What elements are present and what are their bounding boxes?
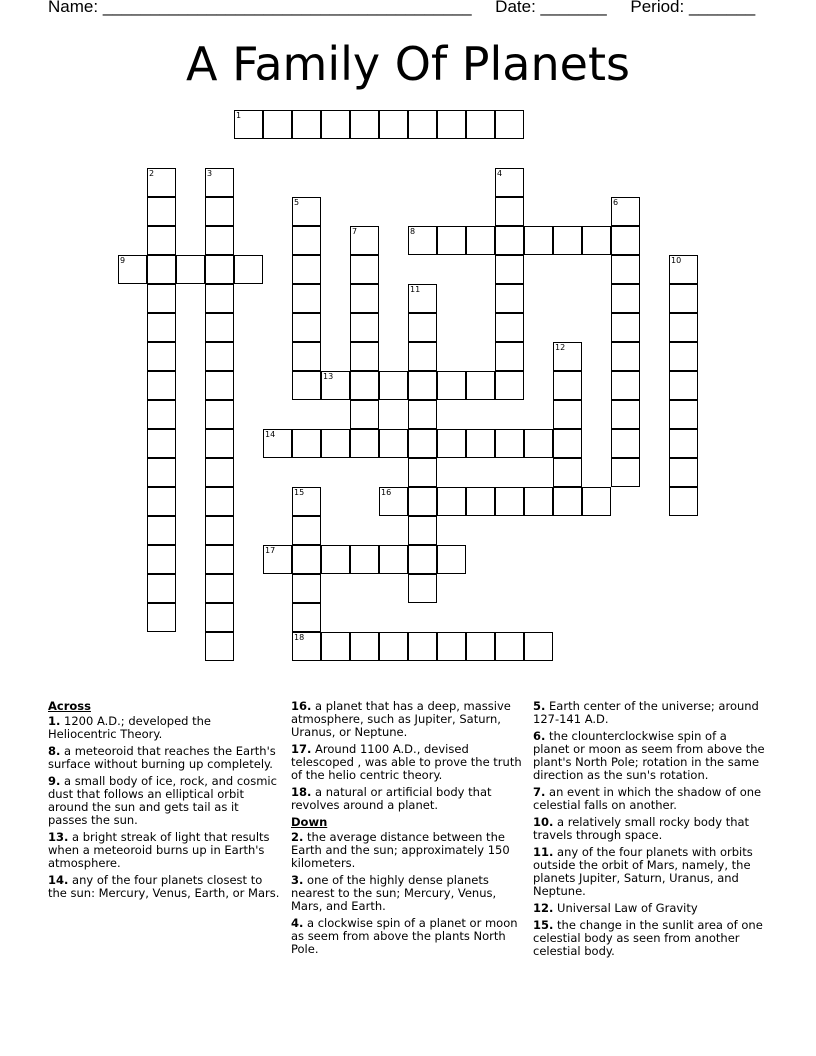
clue-text: Universal Law of Gravity xyxy=(553,901,698,915)
grid-cell[interactable] xyxy=(350,110,379,139)
clue-number: 13 xyxy=(323,372,334,381)
down-clue-list xyxy=(291,831,523,956)
grid-cell[interactable] xyxy=(495,226,524,255)
grid-cell[interactable] xyxy=(495,110,524,139)
grid-cell[interactable] xyxy=(611,458,640,487)
clue-text: the change in the sunlit area of one celestial body as seen from another celestial body. xyxy=(533,918,763,958)
grid-cell[interactable] xyxy=(205,632,234,661)
grid-cell[interactable] xyxy=(495,255,524,284)
clue-num: 3. xyxy=(291,873,304,887)
clue-num: 11. xyxy=(533,845,554,859)
grid-cell[interactable] xyxy=(669,255,698,284)
date-label: Date: xyxy=(495,0,536,16)
grid-cell[interactable] xyxy=(205,342,234,371)
grid-cell[interactable] xyxy=(350,226,379,255)
clue-number: 5 xyxy=(294,198,300,207)
clue-num: 1. xyxy=(48,714,61,728)
clue-num: 17. xyxy=(291,742,312,756)
grid-cell[interactable] xyxy=(147,284,176,313)
grid-cell[interactable] xyxy=(292,110,321,139)
period-field[interactable]: _______ xyxy=(688,0,756,16)
clue-number: 18 xyxy=(294,633,305,642)
grid-cell[interactable] xyxy=(611,429,640,458)
clue-num: 18. xyxy=(291,785,312,799)
grid-cell[interactable] xyxy=(669,400,698,429)
grid-cell[interactable] xyxy=(292,342,321,371)
grid-cell[interactable] xyxy=(466,632,495,661)
grid-cell[interactable] xyxy=(379,545,408,574)
clue-item xyxy=(291,831,523,870)
grid-cell[interactable] xyxy=(408,110,437,139)
grid-cell[interactable] xyxy=(669,487,698,516)
grid-cell[interactable] xyxy=(466,371,495,400)
grid-cell[interactable] xyxy=(263,429,292,458)
grid-cell[interactable] xyxy=(379,110,408,139)
clue-text: a natural or artificial body that revolves around a planet. xyxy=(291,785,492,812)
grid-cell[interactable] xyxy=(553,226,582,255)
grid-cell[interactable] xyxy=(292,371,321,400)
grid-cell[interactable] xyxy=(611,226,640,255)
clue-num: 13. xyxy=(48,830,69,844)
grid-cell[interactable] xyxy=(147,400,176,429)
clue-text: one of the highly dense planets nearest to the sun; Mercury, Venus, Mars, and Earth. xyxy=(291,873,497,913)
clue-item xyxy=(533,816,765,842)
grid-cell[interactable] xyxy=(292,632,321,661)
grid-cell[interactable] xyxy=(495,632,524,661)
clue-number: 10 xyxy=(671,256,682,265)
grid-cell[interactable] xyxy=(147,545,176,574)
grid-cell[interactable] xyxy=(524,226,553,255)
grid-cell[interactable] xyxy=(669,429,698,458)
grid-cell[interactable] xyxy=(263,110,292,139)
grid-cell[interactable] xyxy=(205,458,234,487)
grid-cell[interactable] xyxy=(582,487,611,516)
grid-cell[interactable] xyxy=(669,458,698,487)
clue-number: 17 xyxy=(265,546,276,555)
grid-cell[interactable] xyxy=(292,574,321,603)
grid-cell[interactable] xyxy=(437,429,466,458)
grid-cell[interactable] xyxy=(205,313,234,342)
grid-cell[interactable] xyxy=(495,284,524,313)
grid-cell[interactable] xyxy=(350,313,379,342)
grid-cell[interactable] xyxy=(234,110,263,139)
grid-cell[interactable] xyxy=(524,487,553,516)
clue-text: Around 1100 A.D., devised telescoped , was able to prove the truth of the helio centric theory. xyxy=(291,742,522,782)
clue-number: 15 xyxy=(294,488,305,497)
clue-num: 5. xyxy=(533,699,546,713)
grid-cell[interactable] xyxy=(466,487,495,516)
grid-cell[interactable] xyxy=(379,487,408,516)
grid-cell[interactable] xyxy=(408,342,437,371)
clue-num: 10. xyxy=(533,815,554,829)
grid-cell[interactable] xyxy=(495,168,524,197)
grid-cell[interactable] xyxy=(437,487,466,516)
grid-cell[interactable] xyxy=(553,458,582,487)
clue-text: a relatively small rocky body that travels through space. xyxy=(533,815,750,842)
grid-cell[interactable] xyxy=(118,255,147,284)
grid-cell[interactable] xyxy=(669,371,698,400)
clue-item xyxy=(48,745,280,771)
grid-cell[interactable] xyxy=(466,429,495,458)
grid-cell[interactable] xyxy=(553,400,582,429)
grid-cell[interactable] xyxy=(263,545,292,574)
clue-item xyxy=(291,786,523,812)
period-label: Period: xyxy=(630,0,685,16)
grid-cell[interactable] xyxy=(611,284,640,313)
grid-cell[interactable] xyxy=(350,632,379,661)
grid-cell[interactable] xyxy=(379,429,408,458)
clue-number: 6 xyxy=(613,198,619,207)
clue-number: 12 xyxy=(555,343,566,352)
clue-text: the clounterclockwise spin of a planet or moon as seem from above the plant's North Pole; rotation in the same direction as the sun's rotation. xyxy=(533,729,765,782)
clue-num: 7. xyxy=(533,785,546,799)
grid-cell[interactable] xyxy=(205,516,234,545)
clue-num: 15. xyxy=(533,918,554,932)
clue-num: 9. xyxy=(48,774,61,788)
grid-cell[interactable] xyxy=(147,429,176,458)
grid-cell[interactable] xyxy=(466,226,495,255)
across-clue-list xyxy=(48,715,280,900)
grid-cell[interactable] xyxy=(205,284,234,313)
grid-cell[interactable] xyxy=(292,545,321,574)
grid-cell[interactable] xyxy=(205,574,234,603)
grid-cell[interactable] xyxy=(437,110,466,139)
clue-number: 1 xyxy=(236,111,242,120)
clue-num: 14. xyxy=(48,873,69,887)
grid-cell[interactable] xyxy=(292,429,321,458)
clue-item xyxy=(533,786,765,812)
clue-text: Earth center of the universe; around 127-141 A.D. xyxy=(533,699,759,726)
clue-item xyxy=(291,917,523,956)
clues-column-3 xyxy=(533,700,765,962)
grid-cell[interactable] xyxy=(408,226,437,255)
grid-cell[interactable] xyxy=(524,632,553,661)
clue-text: the average distance between the Earth and the sun; approximately 150 kilometers. xyxy=(291,830,510,870)
grid-cell[interactable] xyxy=(350,342,379,371)
grid-cell[interactable] xyxy=(234,255,263,284)
clue-item xyxy=(48,874,280,900)
clue-item xyxy=(533,846,765,898)
grid-cell[interactable] xyxy=(205,603,234,632)
grid-cell[interactable] xyxy=(292,284,321,313)
grid-cell[interactable] xyxy=(147,313,176,342)
clue-num: 8. xyxy=(48,744,61,758)
grid-cell[interactable] xyxy=(292,255,321,284)
grid-cell[interactable] xyxy=(147,168,176,197)
grid-cell[interactable] xyxy=(495,371,524,400)
clue-number: 7 xyxy=(352,227,358,236)
grid-cell[interactable] xyxy=(321,545,350,574)
clue-item xyxy=(291,700,523,739)
name-label: Name: xyxy=(48,0,99,16)
grid-cell[interactable] xyxy=(408,400,437,429)
grid-cell[interactable] xyxy=(147,516,176,545)
grid-cell[interactable] xyxy=(408,458,437,487)
clue-text: a bright streak of light that results when a meteoroid burns up in Earth's atmosphere. xyxy=(48,830,270,870)
grid-cell[interactable] xyxy=(205,226,234,255)
clue-text: a planet that has a deep, massive atmosphere, such as Jupiter, Saturn, Uranus, or Neptune. xyxy=(291,699,511,739)
grid-cell[interactable] xyxy=(147,197,176,226)
across-clue-list-continued xyxy=(291,700,523,812)
clue-item xyxy=(291,743,523,782)
grid-cell[interactable] xyxy=(379,371,408,400)
grid-cell[interactable] xyxy=(350,400,379,429)
grid-cell[interactable] xyxy=(350,545,379,574)
grid-cell[interactable] xyxy=(292,516,321,545)
grid-cell[interactable] xyxy=(553,342,582,371)
grid-cell[interactable] xyxy=(495,429,524,458)
date-field[interactable]: _______ xyxy=(540,0,607,16)
clue-item xyxy=(533,919,765,958)
grid-cell[interactable] xyxy=(379,632,408,661)
grid-cell[interactable] xyxy=(147,574,176,603)
grid-cell[interactable] xyxy=(408,574,437,603)
grid-cell[interactable] xyxy=(321,632,350,661)
clue-num: 12. xyxy=(533,901,554,915)
clue-num: 4. xyxy=(291,916,304,930)
grid-cell[interactable] xyxy=(553,487,582,516)
grid-cell[interactable] xyxy=(292,603,321,632)
clue-text: an event in which the shadow of one celestial falls on another. xyxy=(533,785,762,812)
grid-cell[interactable] xyxy=(205,255,234,284)
grid-cell[interactable] xyxy=(147,458,176,487)
grid-cell[interactable] xyxy=(321,371,350,400)
clue-text: any of the four planets with orbits outside the orbit of Mars, namely, the planets Jupiter, Saturn, Uranus, and Neptune. xyxy=(533,845,753,898)
grid-cell[interactable] xyxy=(611,313,640,342)
grid-cell[interactable] xyxy=(408,429,437,458)
grid-cell[interactable] xyxy=(495,342,524,371)
across-heading: Across xyxy=(48,699,91,713)
grid-cell[interactable] xyxy=(669,313,698,342)
grid-cell[interactable] xyxy=(611,197,640,226)
grid-cell[interactable] xyxy=(437,226,466,255)
grid-cell[interactable] xyxy=(321,110,350,139)
grid-cell[interactable] xyxy=(553,371,582,400)
clue-item xyxy=(533,730,765,782)
grid-cell[interactable] xyxy=(350,371,379,400)
grid-cell[interactable] xyxy=(611,255,640,284)
clue-number: 8 xyxy=(410,227,416,236)
grid-cell[interactable] xyxy=(495,487,524,516)
clue-item xyxy=(291,874,523,913)
grid-cell[interactable] xyxy=(147,487,176,516)
grid-cell[interactable] xyxy=(147,603,176,632)
grid-cell[interactable] xyxy=(321,429,350,458)
clues-column-1 xyxy=(48,700,280,904)
grid-cell[interactable] xyxy=(611,342,640,371)
grid-cell[interactable] xyxy=(147,342,176,371)
clue-number: 4 xyxy=(497,169,503,178)
clue-num: 6. xyxy=(533,729,546,743)
clues-column-2 xyxy=(291,700,523,960)
clue-text: a clockwise spin of a planet or moon as seem from above the plants North Pole. xyxy=(291,916,518,956)
clue-text: a meteoroid that reaches the Earth's surface without burning up completely. xyxy=(48,744,276,771)
clue-item xyxy=(533,902,765,915)
grid-cell[interactable] xyxy=(205,371,234,400)
clue-number: 2 xyxy=(149,169,155,178)
grid-cell[interactable] xyxy=(408,487,437,516)
grid-cell[interactable] xyxy=(292,313,321,342)
grid-cell[interactable] xyxy=(408,284,437,313)
clue-number: 9 xyxy=(120,256,126,265)
grid-cell[interactable] xyxy=(437,371,466,400)
grid-cell[interactable] xyxy=(408,371,437,400)
grid-cell[interactable] xyxy=(408,313,437,342)
clue-num: 2. xyxy=(291,830,304,844)
clue-text: 1200 A.D.; developed the Heliocentric Theory. xyxy=(48,714,212,741)
grid-cell[interactable] xyxy=(292,197,321,226)
clue-text: any of the four planets closest to the sun: Mercury, Venus, Earth, or Mars. xyxy=(48,873,280,900)
clue-item xyxy=(48,715,280,741)
grid-cell[interactable] xyxy=(147,371,176,400)
grid-cell[interactable] xyxy=(205,545,234,574)
clue-number: 14 xyxy=(265,430,276,439)
grid-cell[interactable] xyxy=(495,197,524,226)
grid-cell[interactable] xyxy=(408,516,437,545)
grid-cell[interactable] xyxy=(147,226,176,255)
clue-item xyxy=(48,831,280,870)
down-heading: Down xyxy=(291,815,328,829)
grid-cell[interactable] xyxy=(350,284,379,313)
grid-cell[interactable] xyxy=(292,487,321,516)
grid-cell[interactable] xyxy=(611,400,640,429)
clue-item xyxy=(533,700,765,726)
grid-cell[interactable] xyxy=(292,226,321,255)
grid-cell[interactable] xyxy=(524,429,553,458)
grid-cell[interactable] xyxy=(408,632,437,661)
grid-cell[interactable] xyxy=(176,255,205,284)
grid-cell[interactable] xyxy=(205,168,234,197)
grid-cell[interactable] xyxy=(147,255,176,284)
grid-cell[interactable] xyxy=(205,487,234,516)
clue-text: a small body of ice, rock, and cosmic dust that follows an elliptical orbit around the sun and gets tail as it passes the sun. xyxy=(48,774,277,827)
page-title: A Family Of Planets xyxy=(186,37,630,91)
down-clue-list-continued xyxy=(533,700,765,958)
name-field[interactable]: _______________________________________ xyxy=(102,0,472,16)
clue-number: 16 xyxy=(381,488,392,497)
clue-item xyxy=(48,775,280,827)
grid-cell[interactable] xyxy=(350,255,379,284)
grid-cell[interactable] xyxy=(582,226,611,255)
grid-cell[interactable] xyxy=(669,284,698,313)
grid-cell[interactable] xyxy=(495,313,524,342)
grid-cell[interactable] xyxy=(437,545,466,574)
grid-cell[interactable] xyxy=(350,429,379,458)
grid-cell[interactable] xyxy=(205,197,234,226)
grid-cell[interactable] xyxy=(553,429,582,458)
grid-cell[interactable] xyxy=(205,400,234,429)
grid-cell[interactable] xyxy=(611,371,640,400)
grid-cell[interactable] xyxy=(408,545,437,574)
clue-number: 3 xyxy=(207,169,213,178)
grid-cell[interactable] xyxy=(669,342,698,371)
grid-cell[interactable] xyxy=(205,429,234,458)
clue-number: 11 xyxy=(410,285,421,294)
grid-cell[interactable] xyxy=(466,110,495,139)
grid-cell[interactable] xyxy=(437,632,466,661)
clue-num: 16. xyxy=(291,699,312,713)
